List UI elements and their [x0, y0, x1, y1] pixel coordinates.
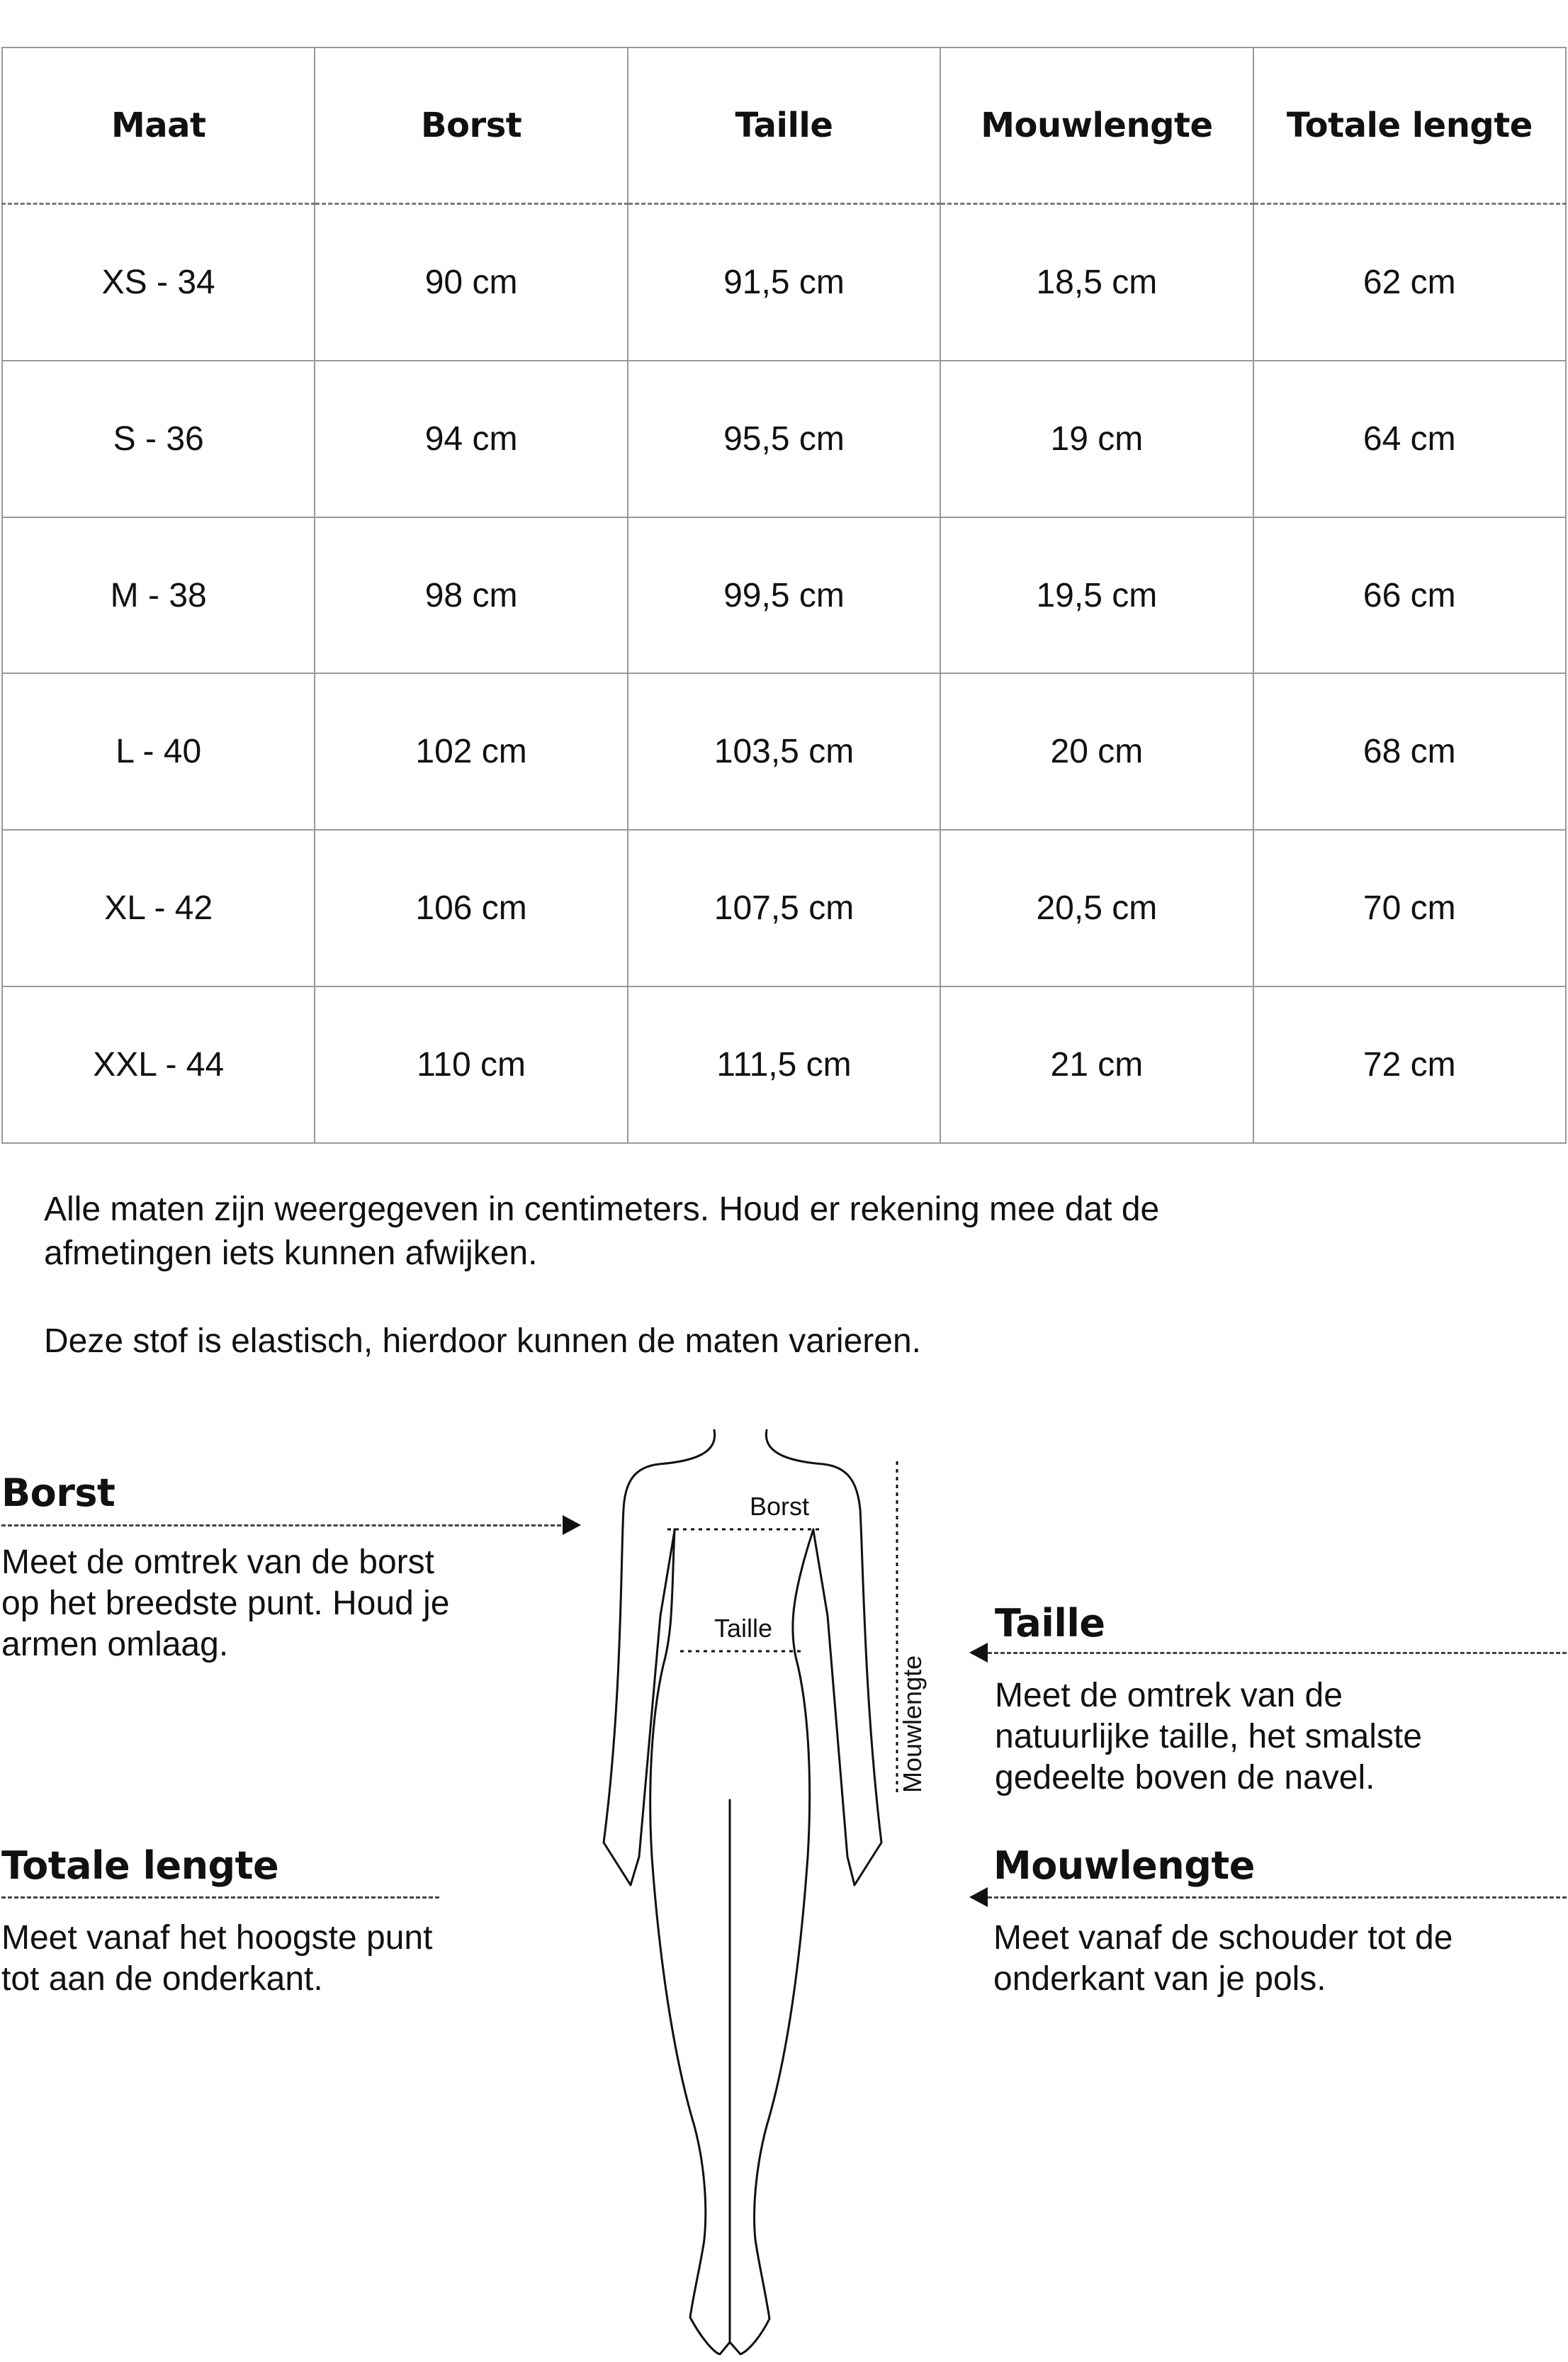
table-row — [2, 517, 1566, 674]
cell-totale-lengte: 72 cm — [1253, 986, 1566, 1143]
cell-maat: S - 36 — [2, 361, 315, 517]
arrow-left-icon — [969, 1643, 988, 1663]
cell-borst: 102 cm — [315, 673, 627, 830]
header-borst: Borst — [315, 47, 627, 204]
cell-borst: 110 cm — [315, 986, 627, 1143]
figure-label-taille: Taille — [714, 1614, 773, 1643]
table-row — [2, 361, 1566, 517]
guide-mouwlengte-title: Mouwlengte — [993, 1843, 1255, 1888]
guide-taille-line: natuurlijke taille, het smalste — [995, 1718, 1422, 1755]
header-totale-lengte: Totale lengte — [1253, 47, 1566, 204]
guide-totale-lengte-line: tot aan de onderkant. — [1, 1960, 323, 1998]
cell-taille: 111,5 cm — [628, 986, 940, 1143]
size-chart-table — [1, 47, 1567, 1144]
arrow-left-icon — [969, 1887, 988, 1907]
cell-maat: L - 40 — [2, 673, 315, 830]
table-header-row — [2, 47, 1566, 204]
cell-maat: XS - 34 — [2, 204, 315, 361]
guide-totale-lengte-line: Meet vanaf het hoogste punt — [1, 1919, 433, 1957]
guide-mouwlengte-line: Meet vanaf de schouder tot de — [993, 1919, 1453, 1957]
guide-borst-line: Meet de omtrek van de borst — [1, 1543, 434, 1581]
table-row — [2, 986, 1566, 1143]
table-row — [2, 673, 1566, 830]
guide-taille-line: gedeelte boven de navel. — [995, 1759, 1375, 1796]
cell-totale-lengte: 66 cm — [1253, 517, 1566, 674]
neck-shoulder-outline — [604, 1430, 715, 1885]
cell-mouwlengte: 20 cm — [940, 673, 1253, 830]
guide-borst-title: Borst — [1, 1470, 115, 1515]
guide-taille-title: Taille — [995, 1601, 1105, 1646]
cell-taille: 107,5 cm — [628, 830, 940, 986]
cell-borst: 98 cm — [315, 517, 627, 674]
guide-mouwlengte — [993, 1843, 1560, 2000]
cell-borst: 106 cm — [315, 830, 627, 986]
table-row — [2, 204, 1566, 361]
cell-totale-lengte: 68 cm — [1253, 673, 1566, 830]
header-maat: Maat — [2, 47, 315, 204]
guide-taille-line: Meet de omtrek van de — [995, 1677, 1343, 1714]
cell-taille: 103,5 cm — [628, 673, 940, 830]
cell-mouwlengte: 20,5 cm — [940, 830, 1253, 986]
note-line: Alle maten zijn weergegeven in centimeters. Houd er rekening mee dat de — [44, 1191, 1160, 1228]
figure-label-mouwlengte: Mouwlengte — [898, 1655, 927, 1793]
mouwlengte-pointer-line — [988, 1896, 1567, 1899]
guide-totale-lengte-title: Totale lengte — [1, 1843, 279, 1888]
guide-borst — [1, 1470, 568, 1665]
cell-mouwlengte: 19,5 cm — [940, 517, 1253, 674]
cell-totale-lengte: 62 cm — [1253, 204, 1566, 361]
fabric-note: Deze stof is elastisch, hierdoor kunnen de maten varieren. — [44, 1322, 921, 1360]
cell-mouwlengte: 18,5 cm — [940, 204, 1253, 361]
cell-taille: 99,5 cm — [628, 517, 940, 674]
figure-label-borst: Borst — [750, 1492, 810, 1521]
totale-lengte-pointer-line — [1, 1896, 439, 1899]
note-line: afmetingen iets kunnen afwijken. — [44, 1235, 538, 1272]
cell-totale-lengte: 64 cm — [1253, 361, 1566, 517]
cell-maat: XL - 42 — [2, 830, 315, 986]
header-taille: Taille — [628, 47, 940, 204]
arrow-right-icon — [563, 1515, 581, 1535]
cell-maat: XXL - 44 — [2, 986, 315, 1143]
cell-totale-lengte: 70 cm — [1253, 830, 1566, 986]
cell-maat: M - 38 — [2, 517, 315, 674]
guide-mouwlengte-line: onderkant van je pols. — [993, 1960, 1326, 1998]
taille-pointer-line — [988, 1652, 1567, 1654]
torso-outline — [650, 1529, 813, 2354]
body-silhouette-figure — [588, 1417, 957, 2362]
cell-mouwlengte: 19 cm — [940, 361, 1253, 517]
guide-taille — [995, 1600, 1562, 1799]
cell-borst: 90 cm — [315, 204, 627, 361]
guide-borst-line: armen omlaag. — [1, 1626, 229, 1663]
cell-borst: 94 cm — [315, 361, 627, 517]
header-mouwlengte: Mouwlengte — [940, 47, 1253, 204]
guide-borst-line: op het breedste punt. Houd je — [1, 1585, 450, 1622]
guide-totale-lengte — [1, 1843, 568, 2000]
borst-pointer-line — [1, 1524, 561, 1526]
cell-taille: 91,5 cm — [628, 204, 940, 361]
table-row — [2, 830, 1566, 986]
measurement-note — [44, 1188, 1532, 1276]
cell-mouwlengte: 21 cm — [940, 986, 1253, 1143]
cell-taille: 95,5 cm — [628, 361, 940, 517]
